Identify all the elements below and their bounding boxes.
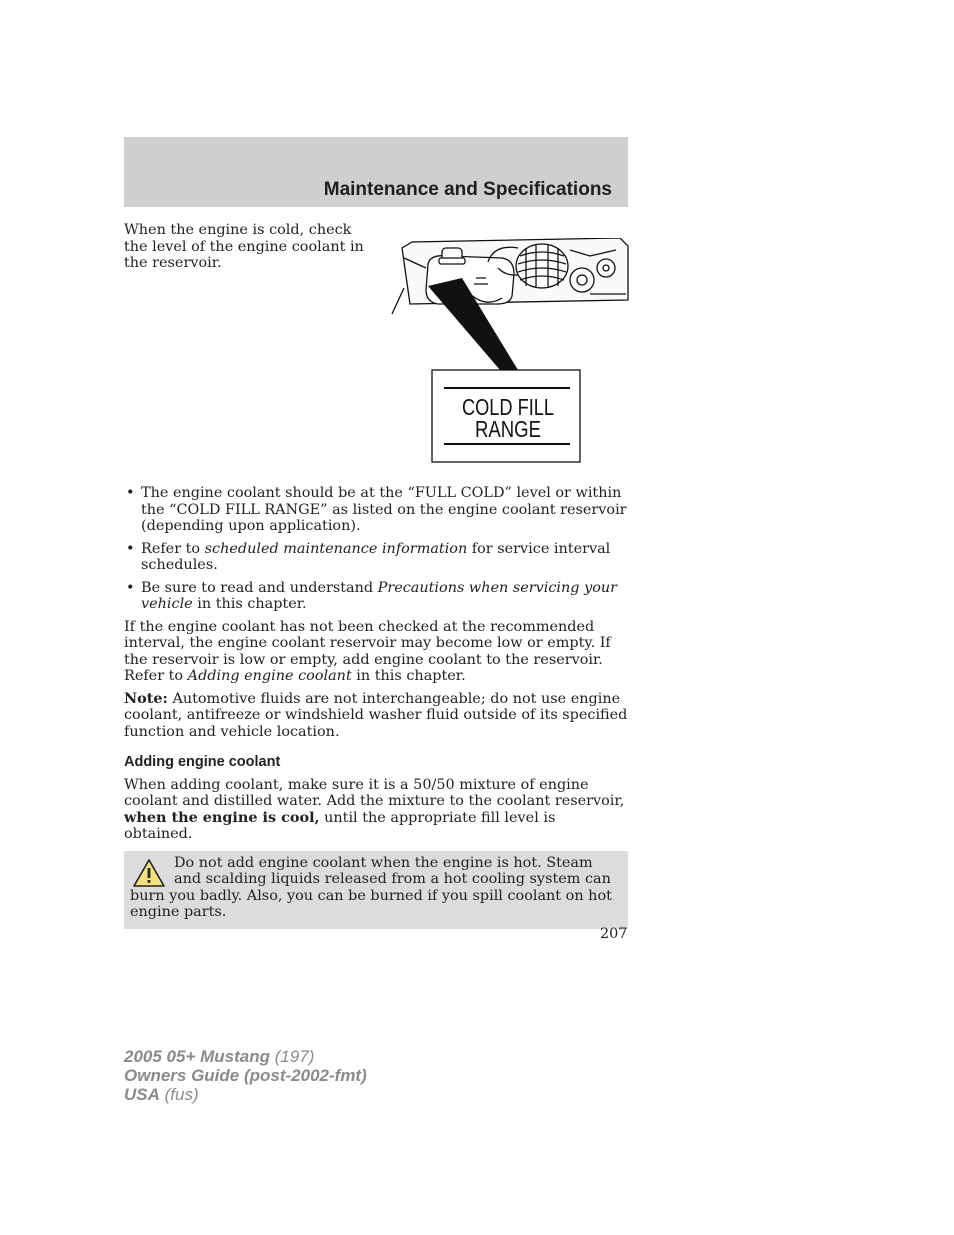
section-header — [124, 137, 628, 207]
document-footer: 2005 05+ Mustang (197) Owners Guide (post-2002-fmt) USA (fus) — [124, 1047, 367, 1104]
reference-link: Adding engine coolant — [187, 668, 352, 684]
bullet-list — [124, 485, 628, 613]
reference-link: scheduled maintenance information — [204, 540, 468, 557]
list-item: • The engine coolant should be at the “FULL COLD” level or within the “COLD FILL RANGE” as listed on the engine coolant reservoir (depending upon application). — [126, 485, 627, 534]
list-item: • Be sure to read and understand Precautions when servicing your vehicle in this chapter. — [126, 579, 618, 612]
figure-label-line2: RANGE — [475, 416, 541, 442]
warning-box — [124, 851, 628, 929]
warning-text: Do not add engine coolant when the engine is hot. Steam and scalding liquids released from a hot cooling system can burn you badly. Also, you can be burned if you spill coolant on hot engine parts. — [130, 854, 612, 920]
coolant-check-paragraph: If the engine coolant has not been checked at the recommended interval, the engine coolant reservoir may become low or empty. If the reservoir is low or empty, add engine coolant to the reservoir. Refer to Adding engine coolant in this chapter. — [124, 618, 611, 684]
section-title: Maintenance and Specifications — [323, 179, 612, 200]
coolant-reservoir-illustration — [390, 238, 630, 466]
note-label: Note: — [124, 689, 168, 707]
adding-coolant-paragraph: When adding coolant, make sure it is a 50/50 mixture of engine coolant and distilled water. Add the mixture to the coolant reservoir, when the engine is cool, until the appropriate fill level is obtained. — [124, 776, 625, 842]
note-paragraph: Note: Automotive fluids are not interchangeable; do not use engine coolant, antifreeze or windshield washer fluid outside of its specified function and vehicle location. — [124, 689, 628, 740]
figure-label-line1: COLD FILL — [462, 394, 555, 420]
main-content — [124, 485, 628, 929]
list-item: • Refer to scheduled maintenance information for service interval schedules. — [126, 540, 611, 573]
reference-link: Precautions when servicing your vehicle — [141, 579, 618, 612]
intro-paragraph: When the engine is cold, check the level of the engine coolant in the reservoir. — [124, 222, 364, 271]
warning-icon — [132, 858, 166, 888]
page-number: 207 — [600, 926, 628, 942]
subsection-heading: Adding engine coolant — [124, 754, 281, 770]
